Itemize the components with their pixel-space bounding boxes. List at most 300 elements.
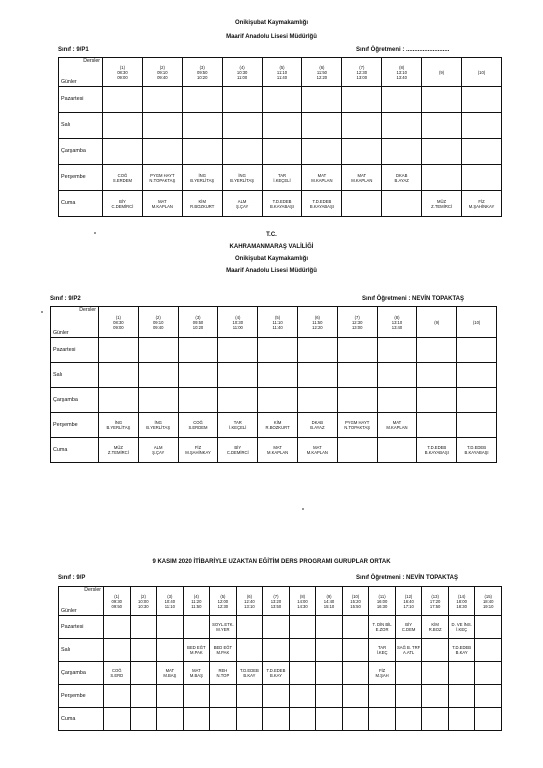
period-header — [422, 587, 449, 616]
lesson-teacher: S.ERDEM — [188, 425, 208, 430]
period-end: 11:40 — [276, 74, 288, 80]
lesson-cell — [103, 87, 143, 113]
lesson-subject: SAĞ B. TRF — [397, 645, 421, 650]
doc1-org-line1: Onikişubat Kaymakamlığı — [234, 20, 309, 26]
lesson-subject: DKAB — [311, 420, 324, 425]
lesson-teacher: N.TOP — [216, 673, 230, 678]
period-start: 13:10 — [391, 319, 403, 325]
lesson-cell — [182, 113, 222, 139]
period-header — [377, 307, 417, 338]
lesson-cell — [104, 616, 131, 639]
period-start: 11:20 — [191, 598, 202, 604]
period-header — [262, 58, 302, 87]
lesson-cell — [236, 708, 263, 731]
lesson-cell — [457, 438, 497, 463]
lesson-subject: T. DİN BİL — [372, 622, 392, 627]
period-header — [342, 58, 382, 87]
lesson-teacher: C.DEMİRCİ — [226, 450, 249, 455]
lesson-teacher: B.KAY — [269, 673, 282, 678]
lesson-subject: TAR — [233, 420, 242, 425]
lesson-cell — [142, 191, 182, 217]
day-label: Cuma — [51, 438, 99, 463]
period-num: (8) — [299, 593, 306, 599]
lesson-cell — [448, 662, 475, 685]
lesson-cell — [236, 616, 263, 639]
period-start: 11:10 — [276, 69, 288, 75]
lesson-cell — [337, 413, 377, 438]
period-end: 09:00 — [117, 74, 128, 80]
period-header — [182, 58, 222, 87]
period-header — [103, 58, 143, 87]
lesson-teacher: B.YERLİTAŞ — [230, 177, 255, 183]
corner-label-lessons: Dersler — [79, 307, 96, 313]
period-end: 16:30 — [376, 603, 388, 609]
lesson-cell — [262, 191, 302, 217]
lesson-cell — [342, 165, 382, 191]
lesson-cell — [157, 662, 184, 685]
lesson-subject: D. VE İNS. — [451, 622, 472, 627]
doc2-teacher-label: Sınıf Öğretmeni : NEVİN TOPAKTAŞ — [362, 296, 465, 302]
period-end: 11:10 — [164, 603, 175, 609]
lesson-subject: FİZ — [194, 445, 202, 450]
doc2-org-line2: Maarif Anadolu Lisesi Müdürlğü — [226, 268, 317, 274]
lesson-cell — [462, 191, 502, 217]
period-end: 13:00 — [351, 324, 363, 330]
lesson-cell — [289, 639, 316, 662]
period-num: (2) — [140, 593, 146, 599]
lesson-cell — [183, 685, 210, 708]
doc3-class-label: Sınıf : 9/P — [58, 575, 86, 581]
period-num: (8) — [399, 64, 405, 70]
lesson-cell — [297, 413, 337, 438]
period-header — [448, 587, 475, 616]
lesson-cell — [448, 685, 475, 708]
lesson-teacher: İ.KEÇ — [376, 650, 388, 655]
lesson-cell — [130, 662, 157, 685]
lesson-teacher: M.PAK — [189, 650, 203, 655]
lesson-cell — [377, 363, 417, 388]
lesson-cell — [448, 639, 475, 662]
period-start: 10:40 — [164, 598, 176, 604]
period-end: 09:40 — [157, 74, 168, 80]
doc1-schedule-table — [58, 57, 502, 217]
lesson-cell — [457, 413, 497, 438]
lesson-teacher: R.BOZ — [428, 627, 442, 632]
period-start: 10:30 — [236, 69, 248, 75]
lesson-cell — [262, 139, 302, 165]
lesson-cell — [263, 616, 290, 639]
lesson-cell — [218, 338, 258, 363]
lesson-teacher: B.YERLİTAŞ — [190, 177, 215, 183]
lesson-cell — [377, 388, 417, 413]
period-end: 10:30 — [138, 603, 149, 609]
period-end: 14:30 — [297, 603, 308, 609]
period-end: 13:40 — [391, 324, 403, 330]
period-header — [417, 307, 457, 338]
lesson-cell — [183, 616, 210, 639]
period-end: 11:00 — [237, 74, 248, 80]
day-label: Çarşamba — [59, 139, 103, 165]
lesson-cell — [342, 662, 369, 685]
period-start: 13:10 — [396, 69, 407, 75]
corner-label-days: Günler — [61, 608, 77, 614]
lesson-teacher: M.PAK — [216, 650, 230, 655]
lesson-cell — [103, 191, 143, 217]
lesson-cell — [104, 639, 131, 662]
period-header — [395, 587, 422, 616]
lesson-subject: PYGM HAYT — [345, 420, 370, 425]
lesson-cell — [222, 139, 262, 165]
lesson-subject: İNG — [114, 420, 123, 425]
lesson-teacher: Z.TEMİRCİ — [431, 203, 453, 209]
lesson-cell — [99, 338, 139, 363]
lesson-teacher: M.YER — [216, 627, 230, 632]
lesson-cell — [475, 708, 502, 731]
period-num: (4) — [235, 314, 241, 320]
lesson-teacher: İ.KEÇ — [456, 627, 468, 632]
lesson-teacher: N.TOPAKTAŞ — [149, 177, 176, 183]
lesson-cell — [369, 662, 396, 685]
lesson-cell — [210, 639, 237, 662]
period-end: 13:00 — [356, 74, 368, 80]
lesson-teacher: M.ŞAH — [375, 673, 389, 678]
lesson-cell — [342, 616, 369, 639]
lesson-cell — [289, 662, 316, 685]
lesson-teacher: S.ERD — [110, 673, 124, 678]
day-label: Cuma — [59, 708, 104, 731]
period-header — [369, 587, 396, 616]
period-header — [183, 587, 210, 616]
period-end: 13:40 — [396, 74, 407, 80]
lesson-cell — [157, 639, 184, 662]
lesson-cell — [103, 113, 143, 139]
lesson-cell — [417, 338, 457, 363]
lesson-subject: MAT — [192, 668, 201, 673]
period-num: (5) — [279, 64, 285, 70]
period-num: (10) — [472, 319, 481, 325]
period-num: (3) — [167, 593, 173, 599]
period-end: 11:40 — [272, 324, 283, 330]
lesson-cell — [183, 708, 210, 731]
doc2-province: KAHRAMANMARAŞ VALİLİĞİ — [229, 244, 314, 250]
period-num: (10) — [477, 69, 486, 75]
lesson-cell — [222, 165, 262, 191]
lesson-cell — [417, 438, 457, 463]
lesson-subject: SOYL.ETK. — [212, 622, 234, 627]
corner-cell — [59, 587, 104, 616]
lesson-cell — [103, 165, 143, 191]
lesson-cell — [382, 165, 422, 191]
scan-speck — [41, 311, 43, 313]
period-num: (3) — [195, 314, 201, 320]
lesson-cell — [263, 708, 290, 731]
lesson-subject: BED EĞT — [213, 645, 233, 650]
lesson-cell — [395, 639, 422, 662]
lesson-cell — [258, 363, 298, 388]
period-num: (13) — [431, 593, 439, 599]
lesson-teacher: B.KAYABAŞI — [269, 203, 295, 209]
lesson-teacher: M.KAPLAN — [311, 177, 333, 183]
lesson-cell — [178, 388, 218, 413]
lesson-cell — [178, 438, 218, 463]
corner-label-lessons: Dersler — [83, 58, 100, 64]
lesson-cell — [422, 139, 462, 165]
period-start: 10:00 — [138, 598, 149, 604]
lesson-cell — [210, 662, 237, 685]
period-end: 11:50 — [191, 603, 202, 609]
period-header — [210, 587, 237, 616]
period-header — [342, 587, 369, 616]
lesson-cell — [262, 113, 302, 139]
day-label: Perşembe — [51, 413, 99, 438]
corner-label-lessons: Dersler — [84, 587, 101, 593]
period-header — [457, 307, 497, 338]
lesson-cell — [382, 113, 422, 139]
lesson-cell — [130, 616, 157, 639]
lesson-teacher: Z.TEMİRCİ — [107, 450, 129, 455]
lesson-cell — [302, 165, 342, 191]
lesson-cell — [142, 139, 182, 165]
lesson-cell — [448, 708, 475, 731]
period-header — [138, 307, 178, 338]
lesson-subject: MÜZ — [113, 445, 123, 450]
lesson-teacher: M.BAŞ — [163, 673, 177, 678]
lesson-cell — [342, 685, 369, 708]
lesson-cell — [263, 685, 290, 708]
doc1-class-label: Sınıf : 9/P1 — [58, 47, 89, 53]
period-end: 15:10 — [323, 603, 335, 609]
lesson-cell — [422, 708, 449, 731]
period-header — [142, 58, 182, 87]
lesson-cell — [337, 338, 377, 363]
lesson-teacher: R.BOZKURT — [190, 203, 215, 209]
doc3-schedule-table — [58, 586, 502, 731]
lesson-cell — [417, 363, 457, 388]
lesson-subject: MAT — [273, 445, 282, 450]
period-end: 12:20 — [312, 324, 323, 330]
period-num: (7) — [359, 64, 365, 70]
period-start: 18:00 — [456, 598, 467, 604]
lesson-subject: T.D.EDEB — [452, 645, 472, 650]
lesson-cell — [448, 616, 475, 639]
lesson-subject: BİY — [119, 198, 126, 204]
lesson-cell — [422, 685, 449, 708]
corner-cell — [59, 58, 103, 87]
period-num: (10) — [351, 593, 360, 599]
period-num: (5) — [220, 593, 226, 599]
period-header — [302, 58, 342, 87]
lesson-cell — [342, 708, 369, 731]
period-end: 18:30 — [456, 603, 467, 609]
lesson-cell — [178, 338, 218, 363]
scan-speck — [302, 508, 304, 510]
lesson-cell — [382, 139, 422, 165]
lesson-teacher: C.DEMİRCİ — [111, 203, 134, 209]
period-header — [422, 58, 462, 87]
lesson-teacher: M.ŞAHİNKAY — [468, 203, 495, 209]
lesson-teacher: A.ATL — [402, 650, 415, 655]
lesson-teacher: S.ERDEM — [112, 177, 132, 183]
period-num: (9) — [434, 319, 440, 325]
lesson-teacher: C.DEM — [401, 627, 416, 632]
day-label: Pazartesi — [59, 87, 103, 113]
lesson-cell — [337, 438, 377, 463]
period-start: 09:10 — [152, 319, 164, 325]
doc2-schedule-table — [50, 306, 497, 463]
lesson-cell — [99, 413, 139, 438]
lesson-cell — [182, 139, 222, 165]
lesson-cell — [302, 87, 342, 113]
lesson-subject: MAT — [158, 198, 167, 204]
period-start: 10:30 — [232, 319, 244, 325]
lesson-teacher: M.BAŞ — [189, 673, 203, 678]
period-header — [157, 587, 184, 616]
period-start: 12:00 — [217, 598, 229, 604]
lesson-cell — [218, 363, 258, 388]
period-num: (5) — [275, 314, 281, 320]
day-label: Çarşamba — [51, 388, 99, 413]
period-end: 15:50 — [350, 603, 361, 609]
lesson-teacher: B.YERLİTAŞ — [146, 425, 171, 430]
lesson-cell — [475, 639, 502, 662]
lesson-cell — [342, 113, 382, 139]
lesson-teacher: B.AYAZ — [310, 425, 325, 430]
period-start: 11:50 — [312, 319, 323, 325]
lesson-cell — [382, 191, 422, 217]
lesson-subject: T.D.EDEB — [312, 198, 332, 204]
period-num: (9) — [326, 593, 332, 599]
scan-speck — [94, 232, 96, 234]
day-label: Salı — [59, 113, 103, 139]
lesson-teacher: B.AYAZ — [394, 177, 409, 183]
lesson-cell — [422, 165, 462, 191]
period-end: 12:30 — [217, 603, 229, 609]
lesson-cell — [342, 191, 382, 217]
lesson-subject: DKAB — [395, 172, 408, 178]
lesson-cell — [422, 616, 449, 639]
lesson-cell — [258, 413, 298, 438]
lesson-cell — [462, 113, 502, 139]
period-num: (12) — [404, 593, 413, 599]
lesson-cell — [130, 639, 157, 662]
lesson-subject: İNG — [238, 172, 246, 178]
period-header — [236, 587, 263, 616]
lesson-cell — [99, 363, 139, 388]
lesson-cell — [262, 87, 302, 113]
lesson-cell — [258, 438, 298, 463]
day-label: Cuma — [59, 191, 103, 217]
lesson-cell — [342, 87, 382, 113]
period-start: 18:40 — [482, 598, 494, 604]
lesson-subject: FİZ — [378, 668, 386, 673]
period-header — [222, 58, 262, 87]
period-start: 16:40 — [403, 598, 414, 604]
lesson-cell — [138, 438, 178, 463]
lesson-cell — [99, 388, 139, 413]
lesson-teacher: B.KAYABAŞI — [309, 203, 334, 209]
period-header — [297, 307, 337, 338]
lesson-cell — [462, 139, 502, 165]
lesson-cell — [218, 438, 258, 463]
period-end: 11:00 — [232, 324, 243, 330]
lesson-cell — [395, 616, 422, 639]
lesson-subject: TAR — [378, 645, 387, 650]
lesson-cell — [302, 191, 342, 217]
period-num: (9) — [439, 69, 445, 75]
doc2-class-label: Sınıf : 9/P2 — [50, 296, 81, 302]
period-header — [218, 307, 258, 338]
lesson-cell — [183, 639, 210, 662]
lesson-subject: REH — [218, 668, 228, 673]
lesson-cell — [297, 338, 337, 363]
corner-label-days: Günler — [53, 330, 69, 336]
lesson-cell — [297, 438, 337, 463]
lesson-subject: ALM — [237, 198, 247, 204]
period-start: 15:20 — [350, 598, 361, 604]
lesson-cell — [138, 388, 178, 413]
day-label: Pazartesi — [59, 616, 104, 639]
period-header — [382, 58, 422, 87]
period-num: (6) — [314, 314, 320, 320]
period-start: 11:10 — [272, 319, 283, 325]
lesson-subject: T.D.EDEB — [239, 668, 259, 673]
period-start: 09:10 — [157, 69, 168, 75]
period-header — [104, 587, 131, 616]
lesson-cell — [142, 165, 182, 191]
lesson-subject: COĞ — [111, 668, 122, 673]
lesson-cell — [236, 685, 263, 708]
lesson-cell — [222, 191, 262, 217]
lesson-cell — [369, 685, 396, 708]
period-start: 16:00 — [376, 598, 388, 604]
corner-label-days: Günler — [61, 79, 77, 85]
lesson-cell — [138, 413, 178, 438]
lesson-subject: T.D.EDEB — [427, 445, 447, 450]
lesson-subject: MAT — [357, 172, 367, 178]
period-start: 09:50 — [192, 319, 204, 325]
period-num: (1) — [115, 314, 121, 320]
lesson-subject: MAT — [313, 445, 322, 450]
period-num: (2) — [159, 64, 165, 70]
lesson-cell — [182, 165, 222, 191]
doc1-org-line2: Maarif Anadolu Lisesi Müdürlğü — [226, 34, 317, 40]
period-start: 14:40 — [323, 598, 335, 604]
period-end: 17:10 — [403, 603, 414, 609]
period-end: 09:50 — [111, 603, 122, 609]
lesson-subject: MAT — [317, 172, 327, 178]
lesson-cell — [142, 87, 182, 113]
lesson-teacher: İ.KEÇELİ — [229, 425, 247, 430]
lesson-cell — [130, 708, 157, 731]
lesson-cell — [316, 639, 343, 662]
lesson-cell — [103, 139, 143, 165]
lesson-cell — [422, 191, 462, 217]
period-header — [475, 587, 502, 616]
period-end: 17:50 — [429, 603, 441, 609]
lesson-subject: İNG — [154, 420, 162, 425]
doc1-teacher-label: Sınıf Öğretmeni : .......................... — [356, 47, 450, 53]
lesson-cell — [236, 662, 263, 685]
lesson-cell — [297, 388, 337, 413]
lesson-cell — [210, 685, 237, 708]
lesson-cell — [316, 662, 343, 685]
doc3-teacher-label: Sınıf Öğretmeni : NEVİN TOPAKTAŞ — [356, 575, 459, 581]
lesson-subject: ALM — [153, 445, 163, 450]
lesson-subject: KİM — [198, 198, 206, 204]
lesson-cell — [337, 388, 377, 413]
doc3-title: 9 KASIM 2020 İTİBARİYLE UZAKTAN EĞİTİM DERS PROGRAMI GURUPLAR ORTAK — [152, 559, 391, 565]
lesson-cell — [104, 685, 131, 708]
